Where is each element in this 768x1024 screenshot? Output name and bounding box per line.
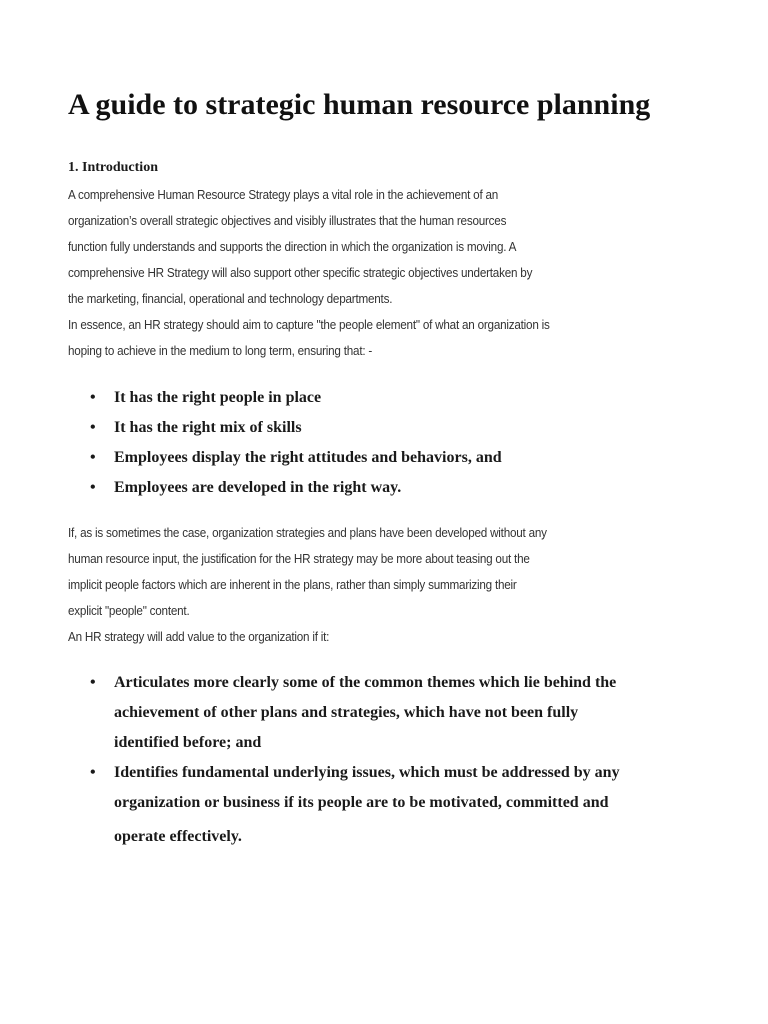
text-line: A comprehensive Human Resource Strategy plays a vital role in the achievement of an bbox=[68, 187, 499, 202]
list-item-text: organization or business if its people are to be motivated, committed and bbox=[114, 794, 609, 811]
bullet-icon: • bbox=[90, 674, 96, 691]
bullet-icon: • bbox=[90, 449, 96, 466]
list-item bbox=[90, 668, 650, 758]
text-line: An HR strategy will add value to the organization if it: bbox=[68, 629, 330, 644]
list-item bbox=[90, 413, 502, 443]
list-item bbox=[90, 443, 502, 473]
text-line: hoping to achieve in the medium to long term, ensuring that: - bbox=[68, 343, 373, 358]
ensuring-list bbox=[90, 383, 502, 503]
second-paragraph bbox=[68, 520, 662, 650]
list-item-text: It has the right people in place bbox=[114, 389, 322, 406]
list-item-text: It has the right mix of skills bbox=[114, 419, 302, 436]
text-line: the marketing, financial, operational and technology departments. bbox=[68, 291, 393, 306]
list-item-text: operate effectively. bbox=[114, 828, 242, 845]
text-line: implicit people factors which are inherent in the plans, rather than simply summarizing their bbox=[68, 577, 517, 592]
text-line: human resource input, the justification for the HR strategy may be more about teasing out the bbox=[68, 551, 530, 566]
list-item-text: Employees display the right attitudes and behaviors, and bbox=[114, 449, 502, 466]
list-item-text: identified before; and bbox=[114, 734, 262, 751]
list-item bbox=[90, 473, 502, 503]
list-item bbox=[90, 383, 502, 413]
list-item bbox=[90, 758, 650, 852]
text-line: function fully understands and supports the direction in which the organization is moving. A bbox=[68, 239, 517, 254]
text-line: If, as is sometimes the case, organization strategies and plans have been developed without any bbox=[68, 525, 547, 540]
section-heading-introduction: 1. Introduction bbox=[68, 160, 158, 175]
list-item-text: achievement of other plans and strategies, which have not been fully bbox=[114, 704, 579, 721]
list-item-text: Employees are developed in the right way. bbox=[114, 479, 402, 496]
intro-paragraph bbox=[68, 182, 662, 364]
bullet-icon: • bbox=[90, 764, 96, 781]
bullet-icon: • bbox=[90, 389, 96, 406]
text-line: organization’s overall strategic objectives and visibly illustrates that the human resources bbox=[68, 213, 507, 228]
value-list bbox=[90, 668, 650, 852]
bullet-icon: • bbox=[90, 419, 96, 436]
text-line: explicit "people" content. bbox=[68, 603, 190, 618]
list-item-text: Identifies fundamental underlying issues, which must be addressed by any bbox=[114, 764, 620, 781]
text-line: In essence, an HR strategy should aim to capture "the people element" of what an organization is bbox=[68, 317, 550, 332]
bullet-icon: • bbox=[90, 479, 96, 496]
document-title: A guide to strategic human resource planning bbox=[68, 88, 651, 121]
text-line: comprehensive HR Strategy will also support other specific strategic objectives undertaken by bbox=[68, 265, 533, 280]
list-item-text: Articulates more clearly some of the common themes which lie behind the bbox=[114, 674, 617, 691]
